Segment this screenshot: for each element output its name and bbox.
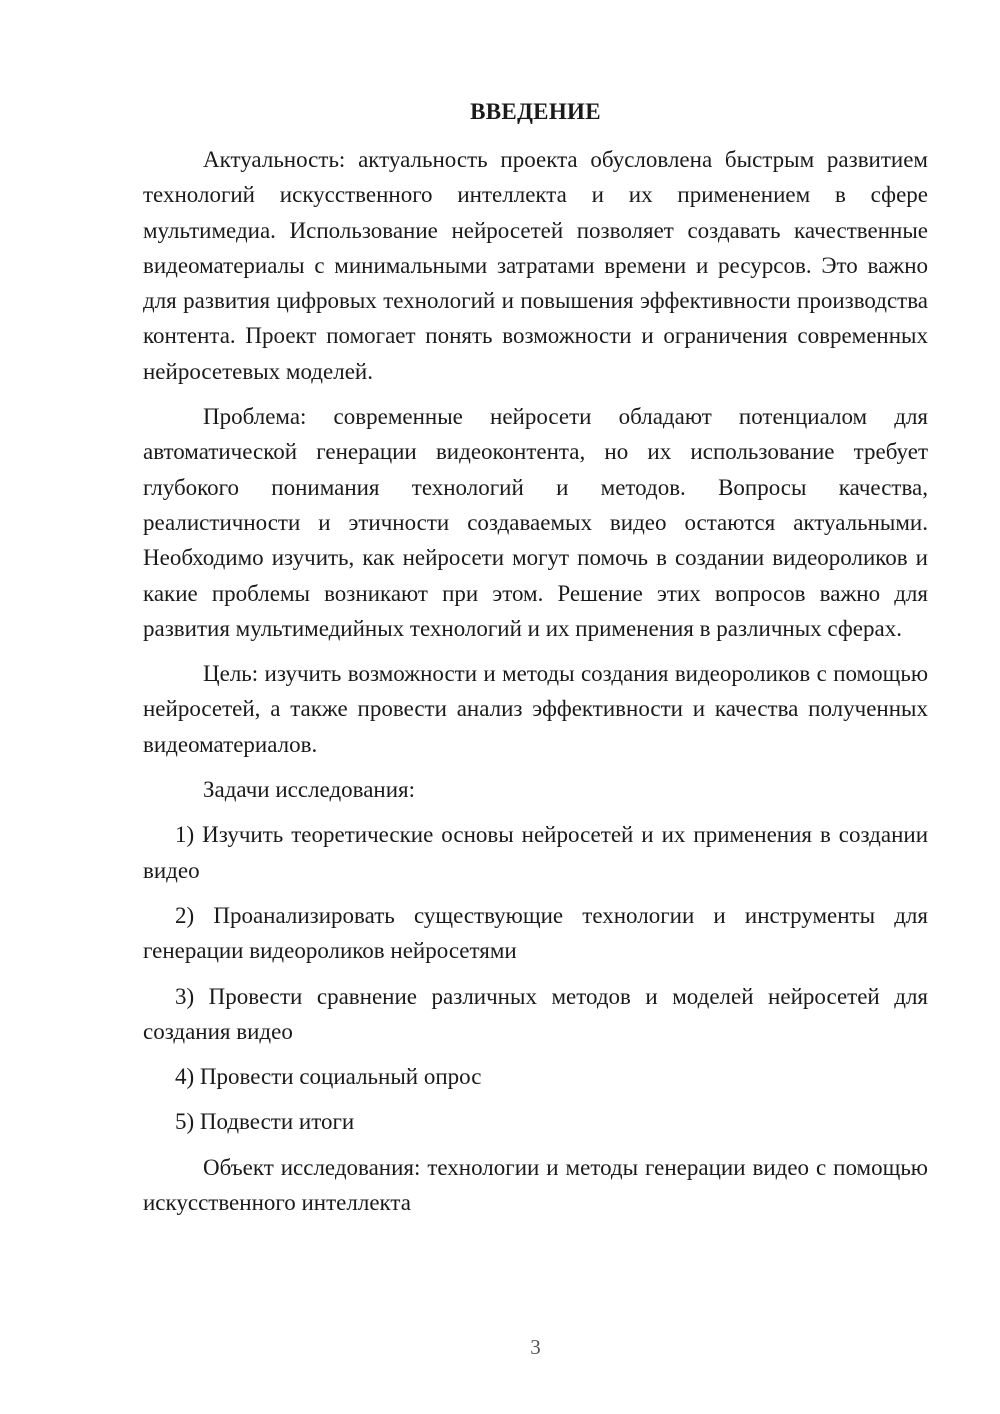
tasks-list [143,817,928,1139]
list-item: 1) Изучить теоретические основы нейросетей и их применения в создании видео [143,822,928,883]
problem-paragraph: Проблема: современные нейросети обладают потенциалом для автоматической генерации видеоконтента, но их использование требует глубокого понимания технологий и методов. Вопросы качества, реалистичности и этичности создаваемых видео остаются актуальными. Необходимо изучить, как нейросети могут помочь в создании видеороликов и какие проблемы возникают при этом. Решение этих вопросов важно для развития мультимедийных технологий и их применения в различных сферах. [143,404,928,641]
tasks-title: Задачи исследования: [203,777,416,803]
list-item: 2) Проанализировать существующие технологии и инструменты для генерации видеороликов нейросетями [143,902,928,964]
object-paragraph: Объект исследования: технологии и методы генерации видео с помощью искусственного интеллекта [143,1154,928,1216]
list-item: 3) Провести сравнение различных методов и моделей нейросетей для создания видео [143,983,928,1044]
list-item: 4) Провести социальный опрос [175,1064,482,1090]
section-heading: ВВЕДЕНИЕ [470,99,601,124]
relevance-paragraph: Актуальность: актуальность проекта обусловлена быстрым развитием технологий искусственного интеллекта и их применением в сфере мультимедиа. Использование нейросетей позволяет создавать качественные видеоматериалы с минимальными затратами времени и ресурсов. Это важно для развития цифровых технологий и повышения эффективности производства контента. Проект помогает понять возможности и ограничения современных нейросетевых моделей. [143,147,928,384]
document-page [143,0,928,1414]
list-item: 5) Подвести итоги [175,1109,355,1135]
document-body [143,142,928,1230]
goal-paragraph: Цель: изучить возможности и методы создания видеороликов с помощью нейросетей, а также провести анализ эффективности и качества полученных видеоматериалов. [143,661,928,757]
page-number: 3 [530,1335,541,1359]
